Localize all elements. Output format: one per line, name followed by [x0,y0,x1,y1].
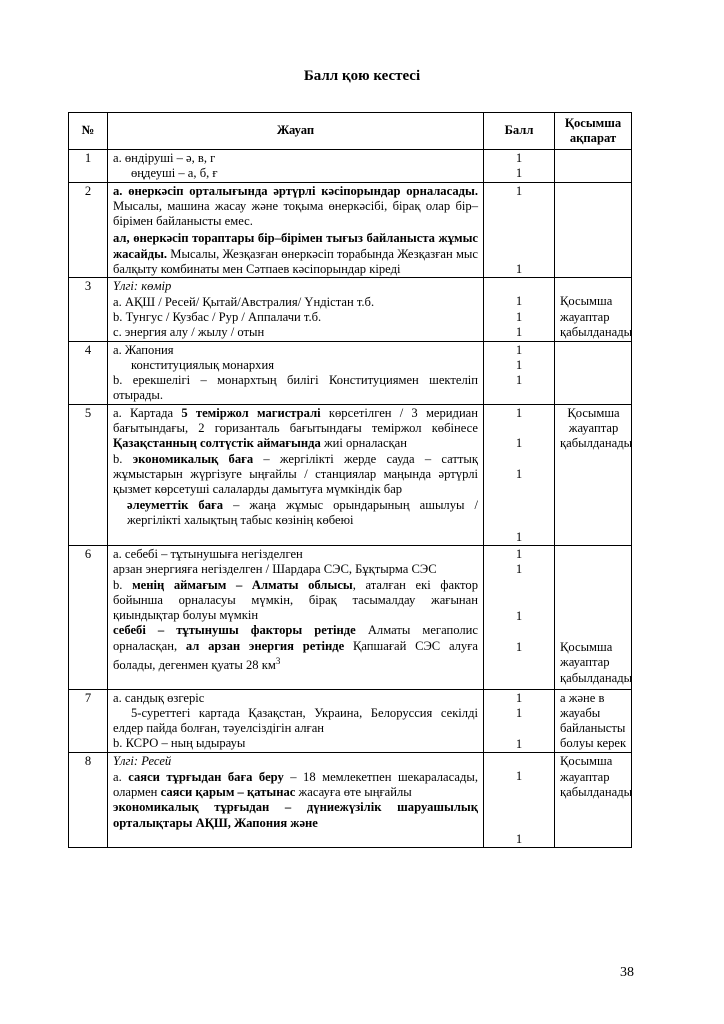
score-value: 1 [515,639,523,654]
table-row [69,545,632,689]
answer-cell [108,341,484,404]
extra-cell: а және в жауабы байланысты болуы керек [555,689,632,753]
row-number: 1 [69,150,108,183]
row-number: 8 [69,753,108,848]
score-value: 1 [515,529,523,544]
answer-bold-text: әлеуметтік баға [127,497,224,512]
table-row [69,689,632,753]
answer-text: Мысалы, Жезқазған өнеркәсіп торабында Жезқазған мыс балқыту комбинаты мен Сәтпаев кәсіпорындар кіреді [113,246,478,277]
answer-text: а. [113,769,122,784]
score-table [68,112,632,848]
answer-cell [108,278,484,341]
header-number: № [69,113,108,150]
answer-text: b. [113,577,123,592]
answer-line: b. ерекшелігі – монархтың билігі Конституциямен шектеліп отырады. [113,373,478,403]
answer-paragraph [113,498,478,529]
score-cell [484,404,555,545]
score-value: 1 [515,405,523,420]
header-answer: Жауап [108,113,484,150]
score-value: 1 [515,467,523,482]
table-row [69,182,632,278]
table-header-row [69,113,632,150]
answer-paragraph [113,578,478,624]
row-number: 6 [69,545,108,689]
score-value: 1 [515,373,523,388]
score-cell [484,278,555,341]
score-value: 1 [515,324,523,339]
answer-text: а. Картада [113,405,174,420]
score-value: 1 [515,357,523,372]
answer-text: жасауға өте ыңғайлы [298,784,412,799]
answer-paragraph [113,452,478,498]
answer-cell [108,182,484,278]
answer-bold-text: себебі – тұтынушы факторы ретінде [113,623,356,638]
answer-bold-text: менің аймағым – Алматы облысы [132,577,353,592]
answer-cell [108,404,484,545]
score-value: 1 [515,261,523,276]
extra-cell [555,150,632,183]
extra-cell [555,182,632,278]
answer-bold-text: Қазақстанның солтүстік аймағында [113,436,321,451]
answer-line: арзан энергияға негізделген / Шардара СЭС, Бұқтырма СЭС [113,562,437,577]
answer-text: – 18 мемлекетпен шекараласады, олармен [113,769,478,799]
extra-cell [555,545,632,689]
score-value: 1 [515,166,523,181]
score-value: 1 [515,831,523,846]
extra-cell: Қосымша жауаптар қабылданады [555,404,632,545]
answer-bold-text: ал, өнеркәсіп тораптары бір–бірімен тығыз байланыста жұмыс жасайды. [113,231,478,261]
answer-bold-text: экономикалық баға [132,451,254,466]
header-score: Балл [484,113,555,150]
score-value: 1 [515,342,523,357]
row-number: 4 [69,341,108,404]
answer-text: – жаңа жұмыс орындарының ашылуы / жергілікті халықтың табыс көзінің көбеюі [127,497,478,527]
table-row [69,753,632,848]
score-cell [484,689,555,753]
answer-example: Үлгі: Ресей [113,754,172,769]
score-value: 1 [515,436,523,451]
answer-cell [108,150,484,183]
row-number: 3 [69,278,108,341]
extra-cell [555,341,632,404]
answer-paragraph [113,231,478,277]
score-cell [484,753,555,848]
answer-text: Қапшағай СЭС алуға болады, дегенмен қуаты 28 км [113,638,478,673]
answer-line: өңдеуші – а, б, ғ [131,166,218,181]
superscript: 3 [275,656,281,667]
score-cell [484,545,555,689]
row-number: 5 [69,404,108,545]
answer-example: Үлгі: көмір [113,279,172,294]
answer-text: Мысалы, машина жасау және тоқыма өнеркәсібі, бірақ олар бір–бірімен байланысты емес. [113,198,478,229]
score-value: 1 [515,737,523,752]
score-value: 1 [515,151,523,165]
table-row [69,278,632,341]
answer-bold-text: 5 теміржол магистралі [181,405,321,420]
score-value: 1 [515,608,523,623]
table-row [69,404,632,545]
answer-line: b. Тунгус / Кузбас / Рур / Аппалачи т.б. [113,309,322,324]
answer-bold-text: экономикалық тұрғыдан – дүниежүзілік шаруашылық орталықтары АҚШ, Жапония және [113,800,478,830]
score-value: 1 [515,294,523,309]
answer-bold-text: ал арзан энергия ретінде [185,638,345,653]
row-number: 7 [69,689,108,753]
answer-cell [108,689,484,753]
score-cell [484,150,555,183]
answer-cell [108,545,484,689]
answer-paragraph [113,770,478,801]
answer-text: – жергілікті жерде сауда – саттық жұмыстарын жүргізуге ыңғайлы / станциялар маңында әртүрлі қызмет көрсетуші салаларды дамытуға мүмкіндік бар [113,451,478,497]
extra-cell [555,278,632,341]
answer-text: , аталған екі фактор бойынша орналасуы мүмкін, бірақ тасымалдау жағынан қиындықтар болуы мүмкін [113,577,478,623]
answer-text: көрсетілген / 3 меридиан бағытындағы, 2 горизанталь бағытындағы теміржол көбінесе [113,405,479,436]
score-value: 1 [515,769,523,784]
score-value: 1 [515,705,523,720]
score-cell [484,341,555,404]
table-row [69,341,632,404]
extra-note: Қосымша жауаптар қабылданады [560,639,633,685]
answer-bold-text: саяси тұрғыдан баға беру [128,769,284,784]
score-cell [484,182,555,278]
answer-paragraph [113,623,478,673]
score-value: 1 [515,562,523,577]
header-extra-info: Қосымша ақпарат [555,113,632,150]
answer-line: а. сандық өзгеріс [113,690,205,705]
score-value: 1 [515,183,523,198]
answer-text: b. [113,451,123,466]
page-number: 38 [620,965,634,980]
table-row [69,150,632,183]
score-value: 1 [515,309,523,324]
answer-line: а. Жапония [113,342,174,357]
answer-line: 5-суреттегі картада Қазақстан, Украина, Белоруссия секілді елдер пайда болған, тәуелсіздігін алған [113,705,478,736]
answer-line: а. себебі – тұтынушыға негізделген [113,546,303,561]
answer-line: а. АҚШ / Ресей/ Қытай/Австралия/ Үндістан т.б. [113,294,375,309]
row-number: 2 [69,182,108,278]
answer-bold-text: саяси қарым – қатынас [160,784,296,799]
score-value: 1 [515,546,523,561]
answer-bold-text: а. өнеркәсіп орталығында әртүрлі кәсіпорындар орналасады. [113,183,478,198]
answer-cell [108,753,484,848]
answer-line: а. өндіруші – ә, в, г [113,151,216,165]
answer-line: с. энергия алу / жылу / отын [113,325,265,340]
answer-line: b. КСРО – ның ыдырауы [113,736,246,751]
answer-text: Алматы мегаполис орналасқан, [113,623,478,653]
answer-line: конституциялық монархия [131,357,274,372]
page-title: Балл қою кестесі [303,68,421,84]
score-value: 1 [515,690,523,705]
extra-cell: Қосымша жауаптар қабылданады [555,753,632,848]
answer-text: жиі орналасқан [323,436,407,451]
extra-note: Қосымша жауаптар қабылданады [560,294,633,339]
